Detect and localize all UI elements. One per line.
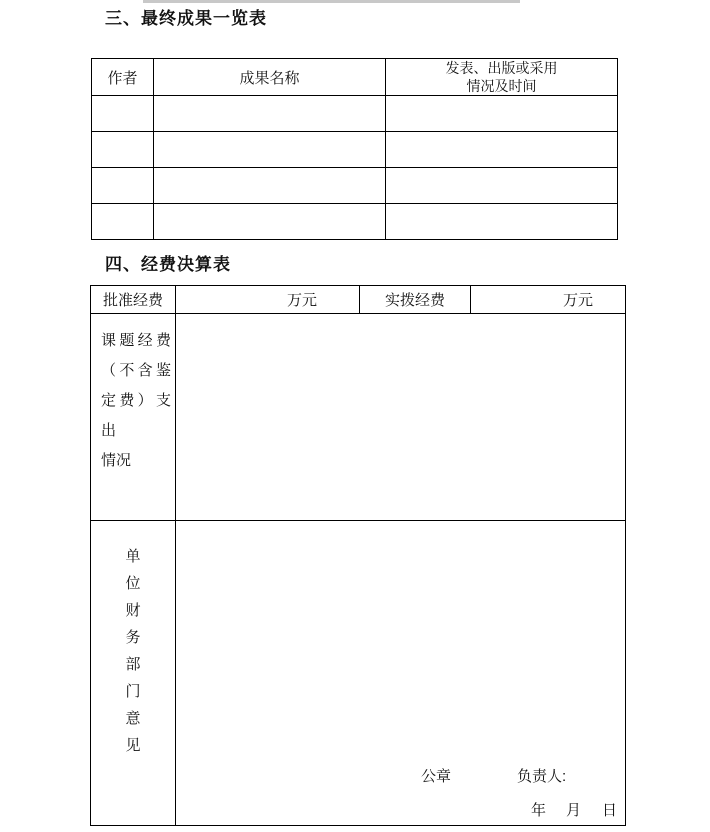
publication-header-line2: 情况及时间 [466, 78, 537, 94]
budget-header-row [91, 286, 626, 314]
expense-label-line4: 情况 [101, 452, 132, 469]
finance-opinion-label-cell [91, 521, 176, 826]
result-name-cell[interactable] [154, 168, 386, 204]
publication-header-line1: 发表、出版或采用 [445, 60, 558, 76]
result-name-cell[interactable] [154, 204, 386, 240]
publication-cell[interactable] [386, 168, 618, 204]
finance-opinion-char: 门 [125, 683, 141, 700]
author-header-label: 作者 [107, 69, 138, 87]
allocated-funds-label-cell [360, 286, 471, 314]
finance-opinion-content-cell[interactable] [176, 521, 626, 826]
budget-table [90, 285, 626, 826]
finance-opinion-char: 财 [125, 602, 141, 619]
author-header-cell [92, 59, 154, 96]
publication-header-cell [386, 59, 618, 96]
allocated-funds-amount-cell[interactable] [471, 286, 626, 314]
seal-label: 公章 [421, 768, 452, 785]
date-month-label: 月 [566, 802, 582, 819]
author-cell[interactable] [92, 168, 154, 204]
results-table [91, 58, 618, 240]
expense-label-line1: 课题经费 [101, 332, 171, 349]
expense-label-cell [91, 314, 176, 521]
approved-funds-label: 批准经费 [102, 292, 163, 309]
approved-funds-amount-cell[interactable] [176, 286, 360, 314]
cutoff-text-artifact [143, 0, 520, 3]
results-section-heading: 三、最终成果一览表 [105, 9, 267, 28]
publication-cell[interactable] [386, 204, 618, 240]
results-empty-row [92, 168, 618, 204]
date-day-label: 日 [602, 802, 618, 819]
finance-opinion-char: 务 [125, 629, 141, 646]
finance-opinion-char: 单 [125, 548, 141, 565]
expense-detail-cell[interactable] [176, 314, 626, 521]
author-cell[interactable] [92, 132, 154, 168]
allocated-funds-unit-label: 万元 [562, 292, 593, 309]
publication-cell[interactable] [386, 132, 618, 168]
approved-funds-unit-label: 万元 [286, 292, 317, 309]
result-name-header-cell [154, 59, 386, 96]
publication-cell[interactable] [386, 96, 618, 132]
author-cell[interactable] [92, 204, 154, 240]
allocated-funds-label: 实拨经费 [384, 292, 445, 309]
author-cell[interactable] [92, 96, 154, 132]
finance-opinion-row [91, 521, 626, 826]
approved-funds-label-cell [91, 286, 176, 314]
result-name-cell[interactable] [154, 132, 386, 168]
expense-label-line2: （不含鉴 [101, 362, 171, 379]
results-header-row [92, 59, 618, 96]
finance-opinion-char: 意 [125, 710, 141, 727]
date-year-label: 年 [531, 802, 547, 819]
expense-row [91, 314, 626, 521]
results-empty-row [92, 96, 618, 132]
finance-opinion-char: 部 [125, 656, 141, 673]
result-name-cell[interactable] [154, 96, 386, 132]
result-name-header-label: 成果名称 [239, 69, 300, 87]
finance-opinion-char: 见 [125, 737, 141, 754]
results-empty-row [92, 204, 618, 240]
expense-label-line3: 定费）支出 [101, 392, 171, 439]
finance-opinion-char: 位 [125, 575, 141, 592]
budget-section-heading: 四、经费决算表 [105, 255, 231, 274]
results-empty-row [92, 132, 618, 168]
responsible-person-label: 负责人: [517, 768, 567, 785]
